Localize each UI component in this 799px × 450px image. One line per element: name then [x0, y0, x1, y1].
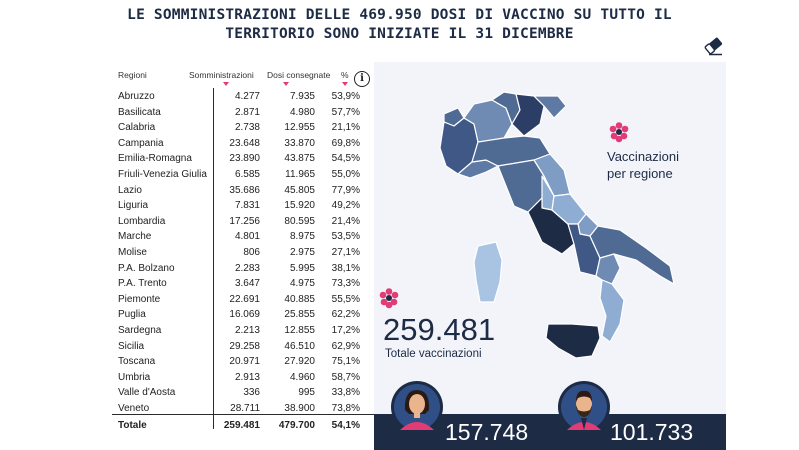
row-administered: 28.711 — [230, 403, 260, 414]
row-region: Toscana — [118, 356, 156, 368]
row-delivered: 40.885 — [284, 293, 315, 305]
table-total-row — [112, 419, 374, 435]
sort-arrow-icon[interactable] — [223, 82, 229, 86]
row-region: Veneto — [118, 403, 150, 414]
row-region: Marche — [118, 231, 152, 243]
flower-icon — [608, 121, 630, 143]
table-row[interactable] — [112, 184, 374, 200]
row-percent: 53,5% — [331, 231, 360, 243]
table-row[interactable] — [112, 371, 374, 387]
row-delivered: 43.875 — [284, 153, 315, 165]
row-administered: 2.213 — [234, 325, 260, 336]
row-administered: 2.283 — [234, 262, 260, 274]
row-delivered: 45.805 — [284, 184, 315, 196]
title-line-1: LE SOMMINISTRAZIONI DELLE 469.950 DOSI DI VACCINO SU TUTTO IL — [127, 7, 672, 23]
row-percent: 69,8% — [331, 137, 360, 149]
row-region: Emilia-Romagna — [118, 153, 192, 165]
row-administered: 23.648 — [229, 137, 260, 149]
row-percent: 27,1% — [331, 247, 360, 258]
row-delivered: 7.935 — [289, 91, 315, 102]
total-vaccinations-label: Totale vaccinazioni — [385, 348, 482, 360]
row-percent: 73,3% — [331, 278, 360, 290]
table-row[interactable] — [112, 215, 374, 231]
row-delivered: 4.960 — [289, 371, 315, 383]
row-administered: 3.647 — [234, 278, 260, 290]
row-delivered: 4.975 — [289, 278, 315, 290]
row-region: P.A. Trento — [118, 278, 167, 290]
table-row[interactable] — [112, 277, 374, 293]
row-region: Umbria — [118, 371, 151, 383]
header-regions[interactable]: Regioni — [118, 70, 147, 80]
row-administered: 23.890 — [229, 153, 260, 165]
row-delivered: 80.595 — [284, 215, 315, 227]
header-administered[interactable]: Somministrazioni — [189, 70, 254, 80]
row-region: Piemonte — [118, 293, 161, 305]
row-region: Valle d'Aosta — [118, 387, 176, 399]
row-percent: 21,1% — [331, 122, 360, 134]
row-administered: 7.831 — [234, 200, 260, 212]
row-administered: 20.971 — [229, 356, 260, 368]
table-row[interactable] — [112, 308, 374, 324]
row-percent: 73,8% — [331, 403, 360, 414]
table-row[interactable] — [112, 402, 374, 418]
men-vaccinations-value: 101.733 — [610, 419, 694, 445]
row-administered: 35.686 — [229, 184, 260, 196]
header-percent[interactable]: % — [341, 70, 349, 80]
row-region: P.A. Bolzano — [118, 262, 175, 274]
total-percent: 54,1% — [331, 419, 360, 431]
row-delivered: 8.975 — [289, 231, 315, 243]
row-percent: 55,0% — [331, 169, 360, 180]
table-row[interactable] — [112, 168, 374, 184]
row-percent: 58,7% — [331, 371, 360, 383]
row-percent: 38,1% — [331, 262, 360, 274]
row-delivered: 11.965 — [285, 169, 315, 180]
row-region: Sardegna — [118, 325, 162, 336]
sort-arrow-icon[interactable] — [283, 82, 289, 86]
row-region: Campania — [118, 137, 164, 149]
row-administered: 16.069 — [229, 309, 260, 321]
row-delivered: 33.870 — [284, 137, 315, 149]
table-row[interactable] — [112, 386, 374, 402]
total-vaccinations-value: 259.481 — [383, 312, 496, 347]
table-row[interactable] — [112, 293, 374, 309]
row-region: Sicilia — [118, 340, 145, 352]
total-delivered: 479.700 — [278, 419, 315, 431]
row-administered: 2.871 — [234, 106, 260, 118]
italy-map[interactable] — [374, 62, 726, 414]
row-percent: 55,5% — [331, 293, 360, 305]
row-region: Molise — [118, 247, 147, 258]
row-delivered: 2.975 — [289, 247, 315, 258]
row-region: Lombardia — [118, 215, 166, 227]
row-percent: 62,2% — [331, 309, 360, 321]
page-title — [0, 6, 799, 44]
table-row[interactable] — [112, 230, 374, 246]
row-percent: 75,1% — [331, 356, 360, 368]
row-percent: 62,9% — [331, 340, 360, 352]
row-percent: 49,2% — [331, 200, 360, 212]
row-delivered: 25.855 — [284, 309, 315, 321]
row-region: Puglia — [118, 309, 146, 321]
row-region: Calabria — [118, 122, 156, 134]
table-row[interactable] — [112, 324, 374, 340]
table-row[interactable] — [112, 340, 374, 356]
header-delivered[interactable]: Dosi consegnate — [267, 70, 331, 80]
row-percent: 53,9% — [331, 91, 360, 102]
row-administered: 29.258 — [229, 340, 260, 352]
table-row[interactable] — [112, 137, 374, 153]
row-administered: 6.585 — [234, 169, 260, 180]
row-region: Friuli-Venezia Giulia — [118, 169, 207, 180]
row-percent: 54,5% — [331, 153, 360, 165]
row-region: Basilicata — [118, 106, 161, 118]
row-administered: 806 — [243, 247, 260, 258]
map-label-line-1: Vaccinazioni — [607, 149, 680, 164]
info-icon[interactable]: i — [354, 71, 370, 87]
row-delivered: 46.510 — [284, 340, 315, 352]
table-row[interactable] — [112, 90, 374, 106]
row-administered: 4.277 — [234, 91, 260, 102]
row-delivered: 995 — [298, 387, 315, 399]
row-administered: 336 — [243, 387, 260, 399]
total-administered: 259.481 — [223, 419, 260, 431]
row-administered: 2.913 — [234, 371, 260, 383]
title-line-2: TERRITORIO SONO INIZIATE IL 31 DICEMBRE — [225, 26, 574, 42]
row-delivered: 27.920 — [284, 356, 315, 368]
table-row[interactable] — [112, 106, 374, 122]
table-row[interactable] — [112, 246, 374, 262]
row-administered: 2.738 — [234, 122, 260, 134]
row-percent: 33,8% — [331, 387, 360, 399]
row-region: Lazio — [118, 184, 142, 196]
map-label — [607, 148, 717, 182]
row-delivered: 38.900 — [284, 403, 315, 414]
map-region-sicilia — [546, 324, 600, 358]
woman-avatar-icon — [390, 380, 444, 434]
row-administered: 22.691 — [229, 293, 260, 305]
row-region: Abruzzo — [118, 91, 155, 102]
man-avatar-icon — [557, 380, 611, 434]
row-delivered: 15.920 — [284, 200, 315, 212]
map-region-sardegna — [474, 242, 502, 302]
table-row[interactable] — [112, 121, 374, 137]
row-percent: 21,4% — [331, 215, 360, 227]
row-delivered: 4.980 — [289, 106, 315, 118]
map-region-basilicata — [596, 254, 620, 284]
total-region: Totale — [118, 419, 147, 431]
women-vaccinations-value: 157.748 — [445, 419, 529, 445]
eraser-icon[interactable] — [703, 36, 725, 56]
map-region-calabria — [600, 280, 624, 342]
sort-arrow-icon[interactable] — [342, 82, 348, 86]
row-region: Liguria — [118, 200, 149, 212]
row-administered: 17.256 — [229, 215, 260, 227]
row-delivered: 5.995 — [289, 262, 315, 274]
row-percent: 57,7% — [331, 106, 360, 118]
flower-icon — [378, 287, 400, 309]
table-row[interactable] — [112, 355, 374, 371]
row-administered: 4.801 — [234, 231, 260, 243]
table-row[interactable] — [112, 199, 374, 215]
row-percent: 17,2% — [331, 325, 360, 336]
row-percent: 77,9% — [331, 184, 360, 196]
table-row[interactable] — [112, 262, 374, 278]
row-delivered: 12.855 — [284, 325, 315, 336]
row-delivered: 12.955 — [284, 122, 315, 134]
table-row[interactable] — [112, 152, 374, 168]
map-label-line-2: per regione — [607, 166, 673, 181]
